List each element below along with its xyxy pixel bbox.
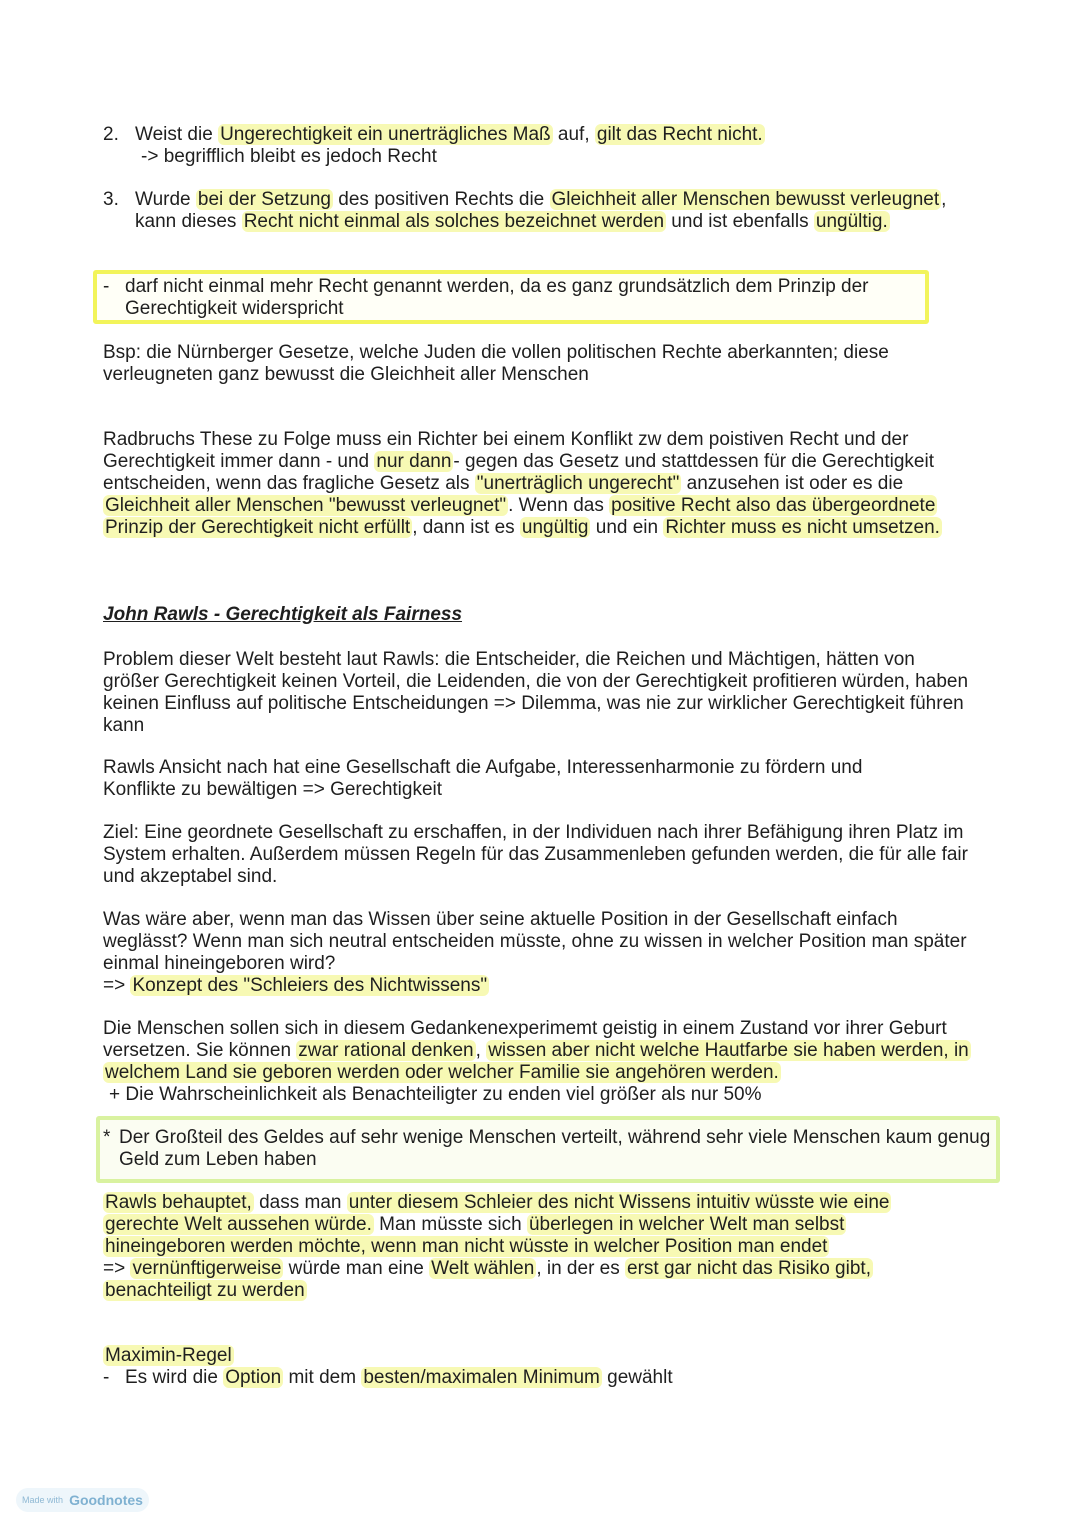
list-item-3: 3. Wurde bei der Setzung des positiven Rechts die Gleichheit aller Menschen bewusst verleugnet , kann dieses Recht nicht einmal als solches bezeichnet werden und ist ebenfalls ungültig. bbox=[103, 189, 947, 232]
highlight: vernünftigerweise bbox=[132, 1258, 282, 1279]
rawls-paragraph-2: Rawls Ansicht nach hat eine Gesellschaft die Aufgabe, Interessenharmonie zu fördern und Konflikte zu bewältigen => Gerechtigkeit bbox=[103, 757, 863, 800]
highlight: unter diesem Schleier des nicht Wissens intuitiv wüsste wie eine gerechte Welt aussehen würde. bbox=[105, 1192, 890, 1235]
highlight: Recht nicht einmal als solches bezeichnet werden bbox=[243, 211, 665, 232]
highlight: Gleichheit aller Menschen bewusst verleugnet bbox=[551, 189, 940, 210]
radbruch-paragraph: Radbruchs These zu Folge muss ein Richter bei einem Konflikt zw dem poistiven Recht und der Gerechtigkeit immer dann - und nur dann - gegen das Gesetz und stattdessen für die Gerechtigkeit entscheiden, wenn das fragliche Gesetz als "unerträglich ungerecht" anzusehen ist oder es die Gleichheit aller Menschen "bewusst verleugnet" . Wenn das positive Recht also das übergeordnete Prinzip der Gerechtigkeit nicht erfüllt , dann ist es ungültig und ein Richter muss es nicht umsetzen. bbox=[103, 429, 940, 538]
goodnotes-logo-text: Goodnotes bbox=[69, 1492, 143, 1508]
list-item-2: 2. Weist die Ungerechtigkeit ein unerträgliches Maß auf, gilt das Recht nicht. -> begrifflich bleibt es jedoch Recht bbox=[103, 124, 983, 168]
highlight: positive Recht also das übergeordnete Prinzip der Gerechtigkeit nicht erfüllt bbox=[105, 495, 936, 538]
highlight: Konzept des "Schleiers des Nichtwissens" bbox=[132, 975, 488, 996]
highlight: Richter muss es nicht umsetzen. bbox=[665, 517, 940, 538]
highlight: ungültig. bbox=[815, 211, 888, 232]
list-number: 3. bbox=[103, 189, 119, 210]
dash-mark: - bbox=[103, 1367, 110, 1388]
rawls-paragraph-6: Rawls behauptet, dass man unter diesem Schleier des nicht Wissens intuitiv wüsste wie eine gerechte Welt aussehen würde. Man müsste sich überlegen in welcher Welt man selbst hineingeboren werden möchte, wenn man nicht wüsste in welcher Position man endet => vernünftigerweise würde man eine Welt wählen , in der es erst gar nicht das Risiko gibt, benachteiligt zu werden bbox=[103, 1192, 890, 1301]
highlight: Maximin-Regel bbox=[105, 1345, 232, 1366]
highlight: nur dann bbox=[376, 451, 452, 472]
asterisk-mark: * bbox=[103, 1127, 111, 1148]
highlight: Rawls behauptet, bbox=[105, 1192, 252, 1213]
list-item-2-subnote: -> begrifflich bleibt es jedoch Recht bbox=[141, 146, 437, 167]
highlight: Gleichheit aller Menschen "bewusst verleugnet" bbox=[105, 495, 507, 516]
box-yellow-item: - darf nicht einmal mehr Recht genannt werden, da es ganz grundsätzlich dem Prinzip der Gerechtigkeit widerspricht bbox=[103, 276, 869, 319]
highlight: bei der Setzung bbox=[197, 189, 331, 210]
highlight: "unerträglich ungerecht" bbox=[476, 473, 680, 494]
highlight: gilt das Recht nicht. bbox=[596, 124, 763, 145]
highlight: Welt wählen bbox=[431, 1258, 535, 1279]
maximin-item: - Es wird die Option mit dem besten/maximalen Minimum gewählt bbox=[103, 1367, 673, 1388]
highlight: wissen aber nicht welche Hautfarbe sie haben werden, in welchem Land sie geboren werden oder welcher Familie sie angehören werden. bbox=[105, 1040, 969, 1083]
plus-note: + Die Wahrscheinlichkeit als Benachteiligter zu enden viel größer als nur 50% bbox=[109, 1084, 762, 1105]
maximin-heading bbox=[103, 1345, 983, 1367]
highlight: erst gar nicht das Risiko gibt, benachteiligt zu werden bbox=[105, 1258, 871, 1301]
highlight: überlegen in welcher Welt man selbst hineingeboren werden möchte, wenn man nicht wüsste in welcher Position man endet bbox=[105, 1214, 845, 1257]
highlight: zwar rational denken bbox=[298, 1040, 474, 1061]
made-with-label: Made with bbox=[22, 1495, 64, 1505]
dash-mark: - bbox=[103, 276, 110, 297]
highlight: ungültig bbox=[521, 517, 589, 538]
rawls-paragraph-5: Die Menschen sollen sich in diesem Gedankenexperimemt geistig in einem Zustand vor ihrer Geburt versetzen. Sie können zwar rational denken , wissen aber nicht welche Hautfarbe sie haben werden, in welchem Land sie geboren werden oder welcher Familie sie angehören werden. + Die Wahrscheinlichkeit als Benachteiligter zu enden viel größer als nur 50% bbox=[103, 1018, 983, 1106]
rawls-paragraph-3: Ziel: Eine geordnete Gesellschaft zu erschaffen, in der Individuen nach ihrer Befähigung ihren Platz im System erhalten. Außerdem müssen Regeln für das Zusammenleben gefunden werden, die für alle fair und akzeptabel sind. bbox=[103, 822, 968, 887]
rawls-paragraph-4: Was wäre aber, wenn man das Wissen über seine aktuelle Position in der Gesellschaft einfach weglässt? Wenn man sich neutral entscheiden müsste, ohne zu wissen in welcher Position man später einmal hineingeboren wird? => Konzept des "Schleiers des Nichtwissens" bbox=[103, 909, 967, 996]
rawls-paragraph-1: Problem dieser Welt besteht laut Rawls: die Entscheider, die Reichen und Mächtigen, hätten von größer Gerechtigkeit keinen Vorteil, die Leidenden, die von der Gerechtigkeit profitieren würden, haben keinen Einfluss auf politische Entscheidungen => Dilemma, was nie zur wirklicher Gerechtigkeit führen kann bbox=[103, 649, 969, 736]
highlight: besten/maximalen Minimum bbox=[363, 1367, 600, 1388]
list-number: 2. bbox=[103, 124, 119, 145]
highlight: Option bbox=[225, 1367, 282, 1388]
goodnotes-badge[interactable] bbox=[16, 1488, 149, 1512]
highlight: Ungerechtigkeit ein unerträgliches Maß bbox=[220, 124, 551, 145]
section-heading-rawls: John Rawls - Gerechtigkeit als Fairness bbox=[103, 604, 463, 625]
example-paragraph: Bsp: die Nürnberger Gesetze, welche Juden die vollen politischen Rechte aberkannten; diese verleugneten ganz bewusst die Gleichheit aller Menschen bbox=[103, 342, 889, 385]
box-green-item: * Der Großteil des Geldes auf sehr wenige Menschen verteilt, während sehr viele Menschen kaum genug Geld zum Leben haben bbox=[103, 1127, 991, 1170]
